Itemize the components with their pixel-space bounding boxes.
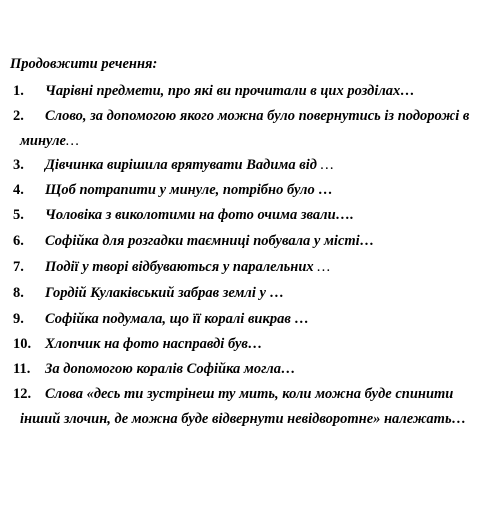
item-text: Чарівні предмети, про які ви прочитали в цих розділах… xyxy=(45,83,415,99)
item-continuation-tail: … xyxy=(65,133,79,149)
list-item xyxy=(10,82,415,100)
item-tail: … xyxy=(313,259,331,275)
list-item xyxy=(10,335,262,353)
item-text: Щоб потрапити у минуле, потрібно було … xyxy=(45,182,333,198)
item-number: 5. xyxy=(13,207,24,223)
item-number: 8. xyxy=(13,285,24,301)
item-text: Події у творі відбуваються у паралельних xyxy=(45,259,314,275)
item-number: 10. xyxy=(13,336,32,352)
list-item xyxy=(10,360,295,378)
item-text: Слова «десь ти зустрінеш ту мить, коли можна буде спинити xyxy=(45,386,454,402)
list-item xyxy=(10,107,469,150)
item-continuation: інший злочин, де можна буде відвернути невідворотне» належать… xyxy=(20,411,467,427)
item-text: Дівчинка вирішила врятувати Вадима від xyxy=(45,157,317,173)
item-text: Слово, за допомогою якого можна було повернутись із подорожі в xyxy=(45,108,470,124)
item-number: 7. xyxy=(13,259,24,275)
item-text: Чоловіка з виколотими на фото очима звали…. xyxy=(45,207,354,223)
list-item xyxy=(10,284,284,302)
item-number: 11. xyxy=(13,361,31,377)
item-text: За допомогою коралів Софійка могла… xyxy=(45,361,296,377)
list-item xyxy=(10,181,333,199)
item-number: 2. xyxy=(13,108,24,124)
item-number: 9. xyxy=(13,311,24,327)
list-item xyxy=(10,385,466,428)
list-item xyxy=(10,206,354,224)
item-text: Софійка подумала, що її коралі викрав … xyxy=(45,311,309,327)
item-tail: … xyxy=(316,157,334,173)
item-number: 3. xyxy=(13,157,24,173)
item-text: Софійка для розгадки таємниці побувала у місті… xyxy=(45,233,375,249)
item-number: 1. xyxy=(13,83,24,99)
list-item xyxy=(10,258,330,276)
page-heading: Продовжити речення: xyxy=(10,56,158,72)
item-text: Хлопчик на фото насправді був… xyxy=(45,336,263,352)
item-number: 4. xyxy=(13,182,24,198)
list-item xyxy=(10,310,309,328)
item-number: 12. xyxy=(13,386,32,402)
item-number: 6. xyxy=(13,233,24,249)
list-item xyxy=(10,232,374,250)
item-text: Гордій Кулаківський забрав землі у … xyxy=(45,285,285,301)
item-continuation xyxy=(10,132,469,150)
item-continuation-text: минуле xyxy=(20,133,66,149)
list-item xyxy=(10,156,333,174)
